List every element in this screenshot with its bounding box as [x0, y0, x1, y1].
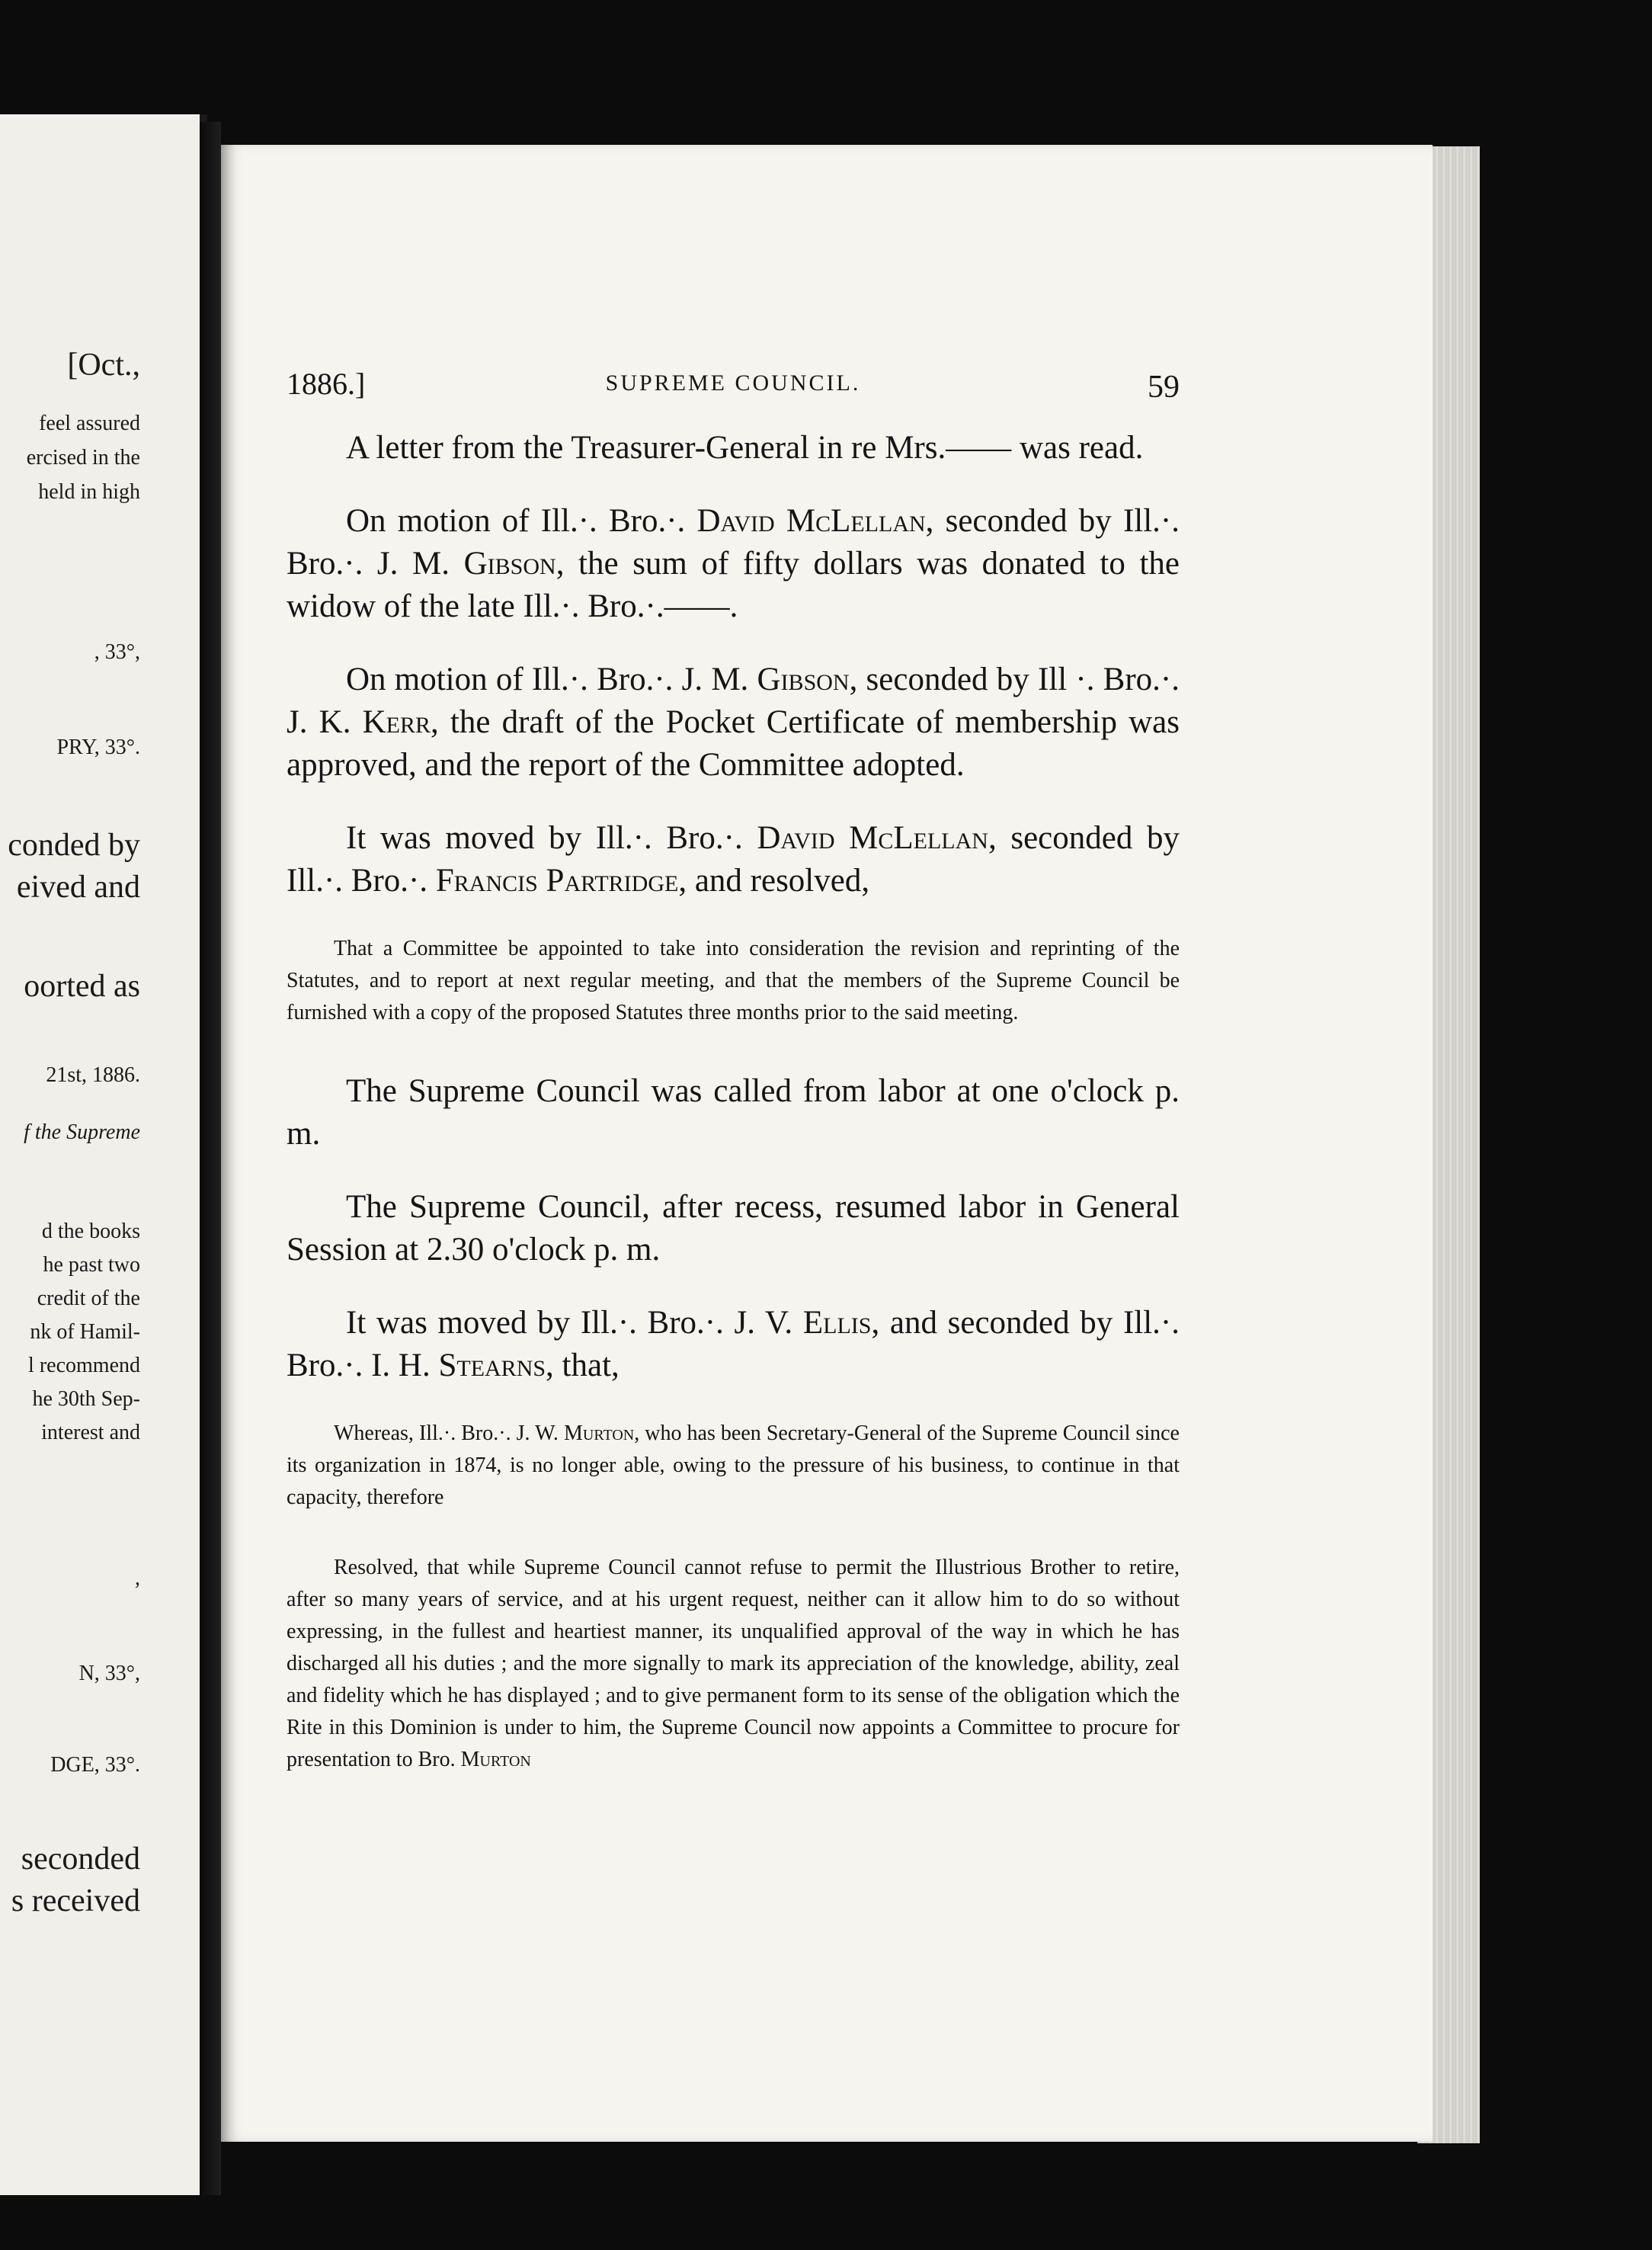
paragraph-called-from-labor: The Supreme Council was called from labor at one o'clock p. m. — [287, 1073, 1180, 1152]
left-page-line: d the books — [41, 1220, 140, 1243]
left-page-line: seconded — [21, 1841, 140, 1877]
text-run: , and seconded by Ill.·. Bro.·. I. H. — [287, 1305, 1180, 1383]
left-page-line: feel assured — [39, 412, 140, 435]
left-page-line: eived and — [16, 870, 140, 905]
left-page-line: N, 33°, — [78, 1662, 140, 1685]
left-page-line: , — [135, 1566, 140, 1590]
text-run: , seconded by Ill.·. Bro.·. J. M. — [287, 503, 1180, 582]
person-name: David McLellan — [696, 503, 926, 539]
running-head — [287, 358, 1180, 412]
resolution-statutes: That a Committee be appointed to take into consideration the revision and reprinting of the Statutes, and to report at next regular meeting, and that the members of the Supreme Council be furnished with a copy of the proposed Statutes three months prior to the said meeting. — [287, 937, 1180, 1024]
text-run: It was moved by Ill.·. Bro.·. J. V. — [346, 1305, 803, 1341]
paragraph-resumed-labor: The Supreme Council, after recess, resumed labor in General Session at 2.30 o'clock p. m. — [287, 1189, 1180, 1268]
book-gutter — [200, 122, 221, 2195]
whereas-clause — [287, 1418, 1180, 1514]
header-title: SUPREME COUNCIL. — [605, 370, 861, 396]
text-run: It was moved by Ill.·. Bro.·. — [346, 820, 757, 856]
left-page-line: s received — [11, 1883, 140, 1918]
person-name: Ellis — [802, 1305, 872, 1341]
person-name: Kerr — [362, 704, 431, 740]
paragraph-treasurer-letter: A letter from the Treasurer-General in re Mrs.—— was read. — [346, 430, 1144, 466]
left-page-line: ercised in the — [26, 446, 140, 470]
text-run: , that, — [546, 1348, 620, 1383]
person-name: Murton — [460, 1748, 531, 1771]
person-name: Murton — [563, 1421, 635, 1445]
person-name: Francis Partridge — [435, 863, 679, 899]
text-run: , the draft of the Pocket Certificate of membership was approved, and the report of the Committee adopted. — [287, 704, 1180, 783]
person-name: Stearns — [438, 1348, 546, 1383]
text-run: Whereas, Ill.·. Bro.·. J. W. — [334, 1421, 564, 1445]
left-page-line: oorted as — [24, 969, 140, 1004]
left-page-line: , 33°, — [94, 640, 140, 664]
text-run: On motion of Ill.·. Bro.·. J. M. — [346, 662, 757, 697]
left-page-line: f the Supreme — [24, 1120, 140, 1144]
text-run: Resolved, that while Supreme Council cannot refuse to permit the Illustrious Brother to retire, after so many years of service, and at his urgent request, neither can it allow him to do so without expressing, in the fullest and heartiest manner, its unqualified approval of the way in which he has discharged all his duties ; and the more signally to mark its appreciation of the knowledge, ability, zeal and fidelity which he has displayed ; and to give permanent form to its sense of the obligation which the Rite in this Dominion is under to him, the Supreme Council now appoints a Committee to procure for presentation to Bro. — [287, 1556, 1180, 1771]
paragraph-ellis-motion — [287, 1302, 1180, 1387]
page-number: 59 — [1148, 370, 1180, 405]
left-page-line: conded by — [8, 828, 140, 863]
left-page-line: he past two — [43, 1253, 140, 1277]
left-page-line: PRY, 33°. — [56, 736, 140, 759]
text-run: , seconded by Ill ·. Bro.·. J. K. — [287, 662, 1180, 740]
text-run: , seconded by Ill.·. Bro.·. — [287, 820, 1180, 899]
person-name: Gibson — [757, 662, 850, 697]
paragraph-statutes-motion — [287, 817, 1180, 902]
header-year: 1886.] — [287, 367, 366, 401]
left-page-line: interest and — [41, 1421, 140, 1444]
text-run: , the sum of fifty dollars was donated to the widow of the late Ill.·. Bro.·.——. — [287, 546, 1180, 624]
paragraph-widow-donation — [287, 500, 1180, 628]
left-page-line: l recommend — [28, 1354, 140, 1377]
left-page-line: DGE, 33°. — [50, 1753, 140, 1777]
resolved-clause — [287, 1552, 1180, 1776]
text-run: , who has been Secretary-General of the Supreme Council since its organization in 1874, is no longer able, owing to the pressure of his business, to continue in that capacity, therefore — [287, 1421, 1180, 1509]
left-page-line: nk of Hamil- — [30, 1320, 140, 1344]
left-page-line: held in high — [38, 480, 140, 504]
page-content — [287, 358, 1180, 1817]
left-page-line: 21st, 1886. — [46, 1063, 140, 1087]
paragraph-pocket-certificate — [287, 659, 1180, 787]
right-page — [221, 145, 1433, 2142]
left-facing-page — [0, 114, 207, 2195]
text-run: , and resolved, — [678, 863, 870, 899]
left-page-line: [Oct., — [67, 348, 140, 383]
person-name: Gibson — [463, 546, 556, 582]
person-name: David McLellan — [757, 820, 988, 856]
left-page-line: he 30th Sep- — [32, 1387, 140, 1411]
text-run: On motion of Ill.·. Bro.·. — [346, 503, 697, 539]
left-page-line: credit of the — [37, 1287, 140, 1310]
